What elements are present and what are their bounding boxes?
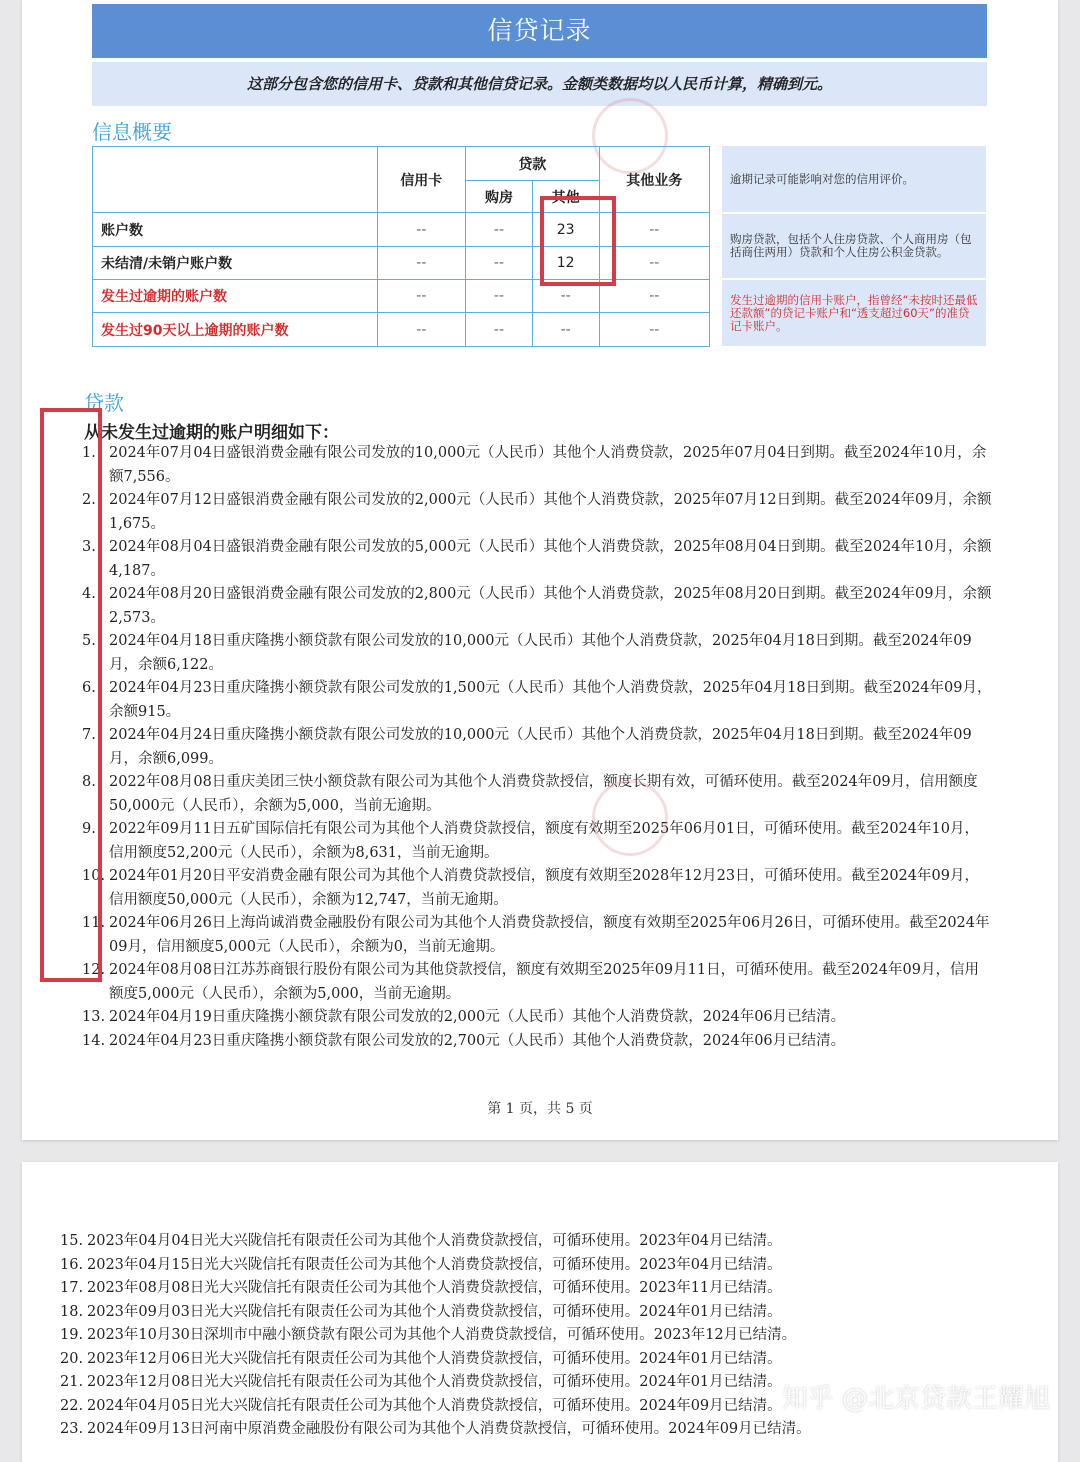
note-housing-loan: 购房贷款，包括个人住房贷款、个人商用房（包括商住两用）贷款和个人住房公积金贷款。	[722, 214, 986, 278]
list-item	[82, 630, 992, 677]
table-row	[93, 313, 710, 347]
cell: --	[466, 280, 533, 313]
item-text: 2024年04月23日重庆隆携小额贷款有限公司发放的2,700元（人民币）其他个人消费贷款，2024年06月已结清。	[109, 1032, 846, 1049]
note-overdue-impact: 逾期记录可能影响对您的信用评价。	[722, 146, 986, 212]
table-row	[93, 213, 710, 247]
item-text: 2024年08月04日盛银消费金融有限公司发放的5,000元（人民币）其他个人消费贷款，2025年08月04日到期。截至2024年10月，余额4,187。	[109, 539, 992, 579]
item-text: 2023年12月06日光大兴陇信托有限责任公司为其他个人消费贷款授信，可循环使用。2024年01月已结清。	[87, 1350, 782, 1367]
page-footer: 第 1 页，共 5 页	[487, 1101, 593, 1117]
list-item	[82, 771, 992, 818]
item-text: 2023年09月03日光大兴陇信托有限责任公司为其他个人消费贷款授信，可循环使用。2024年01月已结清。	[87, 1303, 782, 1320]
header-loan: 贷款	[466, 147, 599, 181]
highlight-box-list	[40, 408, 102, 982]
cell: --	[532, 313, 599, 347]
list-item	[60, 1418, 970, 1442]
item-text: 2022年09月11日五矿国际信托有限公司为其他个人消费贷款授信，额度有效期至2025年06月01日，可循环使用。截至2024年10月，信用额度52,200元（人民币），余额为8,631，当前无逾期。	[109, 821, 979, 861]
summary-table	[92, 146, 710, 347]
loan-subtitle: 从未发生过逾期的账户明细如下：	[84, 423, 339, 443]
item-number: 6.	[82, 680, 96, 696]
overview-title: 信息概要	[92, 120, 172, 144]
cell: --	[377, 280, 466, 313]
item-text: 2024年04月24日重庆隆携小额贷款有限公司发放的10,000元（人民币）其他个人消费贷款，2025年04月18日到期。截至2024年09月，余额6,099。	[109, 727, 972, 767]
item-number: 1.	[82, 445, 96, 461]
item-text: 2023年04月04日光大兴陇信托有限责任公司为其他个人消费贷款授信，可循环使用。2023年04月已结清。	[87, 1233, 782, 1249]
item-number: 21.	[60, 1374, 84, 1390]
item-number: 13.	[82, 1009, 106, 1025]
list-item	[82, 818, 992, 865]
item-number: 17.	[60, 1280, 84, 1296]
highlight-box-counts	[540, 196, 616, 286]
seal-stamp	[592, 780, 668, 856]
list-item	[60, 1254, 970, 1278]
item-number: 22.	[60, 1397, 84, 1414]
item-number: 8.	[82, 774, 96, 790]
cell: --	[599, 247, 709, 280]
section-subtitle: 这部分包含您的信用卡、贷款和其他信贷记录。金额类数据均以人民币计算，精确到元。	[92, 62, 987, 106]
item-number: 10.	[82, 868, 106, 884]
item-number: 12.	[82, 962, 106, 978]
zhihu-watermark: 知乎 @北京贷款王耀旭	[781, 1384, 1050, 1414]
list-item	[82, 912, 992, 959]
table-row	[93, 280, 710, 313]
table-row	[93, 247, 710, 280]
item-text: 2024年04月23日重庆隆携小额贷款有限公司发放的1,500元（人民币）其他个人消费贷款，2025年04月18日到期。截至2024年09月，余额915。	[109, 680, 992, 720]
item-number: 14.	[82, 1032, 106, 1049]
item-text: 2023年04月15日光大兴陇信托有限责任公司为其他个人消费贷款授信，可循环使用。2023年04月已结清。	[87, 1256, 782, 1273]
cell: --	[377, 213, 466, 247]
item-number: 9.	[82, 821, 96, 837]
item-text: 2024年04月18日重庆隆携小额贷款有限公司发放的10,000元（人民币）其他个人消费贷款，2025年04月18日到期。截至2024年09月，余额6,122。	[109, 633, 972, 673]
list-item	[82, 724, 992, 771]
item-text: 2023年10月30日深圳市中融小额贷款有限公司为其他个人消费贷款授信，可循环使用。2023年12月已结清。	[87, 1327, 797, 1343]
item-text: 2024年04月05日光大兴陇信托有限责任公司为其他个人消费贷款授信，可循环使用。2024年09月已结清。	[87, 1397, 782, 1414]
item-text: 2023年08月08日光大兴陇信托有限责任公司为其他个人消费贷款授信，可循环使用。2023年11月已结清。	[87, 1280, 782, 1296]
item-text: 2024年01月20日平安消费金融有限公司为其他个人消费贷款授信，额度有效期至2028年12月23日，可循环使用。截至2024年09月，信用额度50,000元（人民币），余额为12,747，当前无逾期。	[109, 868, 979, 908]
item-text: 2024年07月04日盛银消费金融有限公司发放的10,000元（人民币）其他个人消费贷款，2025年07月04日到期。截至2024年10月，余额7,556。	[109, 445, 987, 485]
list-item	[82, 442, 992, 489]
seal-stamp	[592, 98, 668, 174]
list-item	[60, 1230, 970, 1254]
list-item	[82, 677, 992, 724]
list-item	[82, 865, 992, 912]
loan-list	[82, 442, 992, 1053]
cell: --	[599, 280, 709, 313]
item-number: 16.	[60, 1256, 84, 1273]
cell: --	[466, 247, 533, 280]
list-item	[82, 1006, 992, 1030]
cell: --	[377, 313, 466, 347]
header-other: 其他	[532, 181, 599, 213]
note-overdue-card: 发生过逾期的信用卡账户，指曾经“未按时还最低还款额”的贷记卡账户和“透支超过60天”的准贷记卡账户。	[722, 280, 986, 346]
row-label: 未结清/未销户账户数	[93, 247, 378, 280]
header-blank	[93, 147, 378, 213]
list-item	[60, 1324, 970, 1348]
row-label: 发生过逾期的账户数	[93, 280, 378, 313]
cell: --	[599, 313, 709, 347]
list-item	[60, 1277, 970, 1301]
row-label: 账户数	[93, 213, 378, 247]
list-item	[82, 1030, 992, 1054]
row-label: 发生过90天以上逾期的账户数	[93, 313, 378, 347]
report-page-1	[22, 0, 1058, 1140]
item-number: 11.	[82, 915, 106, 931]
item-text: 2023年12月08日光大兴陇信托有限责任公司为其他个人消费贷款授信，可循环使用。2024年01月已结清。	[87, 1374, 782, 1390]
list-item	[60, 1301, 970, 1325]
item-text: 2024年04月19日重庆隆携小额贷款有限公司发放的2,000元（人民币）其他个人消费贷款，2024年06月已结清。	[109, 1009, 846, 1025]
item-text: 2024年06月26日上海尚诚消费金融股份有限公司为其他个人消费贷款授信，额度有效期至2025年06月26日，可循环使用。截至2024年09月，信用额度5,000元（人民币），余额为0，当前无逾期。	[109, 915, 990, 955]
item-number: 3.	[82, 539, 96, 555]
item-text: 2024年09月13日河南中原消费金融股份有限公司为其他个人消费贷款授信，可循环使用。2024年09月已结清。	[87, 1421, 811, 1437]
item-text: 2024年08月08日江苏苏商银行股份有限公司为其他贷款授信，额度有效期至2025年09月11日，可循环使用。截至2024年09月，信用额度5,000元（人民币），余额为5,000，当前无逾期。	[109, 962, 979, 1002]
item-number: 2.	[82, 492, 96, 508]
item-text: 2024年07月12日盛银消费金融有限公司发放的2,000元（人民币）其他个人消费贷款，2025年07月12日到期。截至2024年09月，余额1,675。	[109, 492, 992, 532]
cell-account-count: 23	[532, 213, 599, 247]
cell-open-account-count: 12	[532, 247, 599, 280]
header-credit-card: 信用卡	[377, 147, 466, 213]
item-number: 15.	[60, 1233, 84, 1249]
list-item	[82, 959, 992, 1006]
item-number: 18.	[60, 1303, 84, 1320]
header-other-business: 其他业务	[599, 147, 709, 213]
item-text: 2022年08月08日重庆美团三快小额贷款有限公司为其他个人消费贷款授信，额度长期有效，可循环使用。截至2024年09月，信用额度50,000元（人民币），余额为5,000，当前无逾期。	[109, 774, 978, 814]
item-number: 5.	[82, 633, 96, 649]
list-item	[82, 489, 992, 536]
item-number: 20.	[60, 1350, 84, 1367]
header-housing: 购房	[466, 181, 533, 213]
list-item	[82, 583, 992, 630]
cell: --	[466, 313, 533, 347]
cell: --	[466, 213, 533, 247]
item-number: 4.	[82, 586, 96, 602]
list-item	[82, 536, 992, 583]
item-number: 19.	[60, 1327, 84, 1343]
cell: --	[599, 213, 709, 247]
item-number: 23.	[60, 1421, 84, 1437]
cell: --	[377, 247, 466, 280]
loan-section-title: 贷款	[84, 391, 124, 415]
list-item	[60, 1348, 970, 1372]
cell: --	[532, 280, 599, 313]
item-text: 2024年08月20日盛银消费金融有限公司发放的2,800元（人民币）其他个人消费贷款，2025年08月20日到期。截至2024年09月，余额2,573。	[109, 586, 992, 626]
item-number: 7.	[82, 727, 96, 743]
section-banner: 信贷记录	[92, 4, 987, 58]
